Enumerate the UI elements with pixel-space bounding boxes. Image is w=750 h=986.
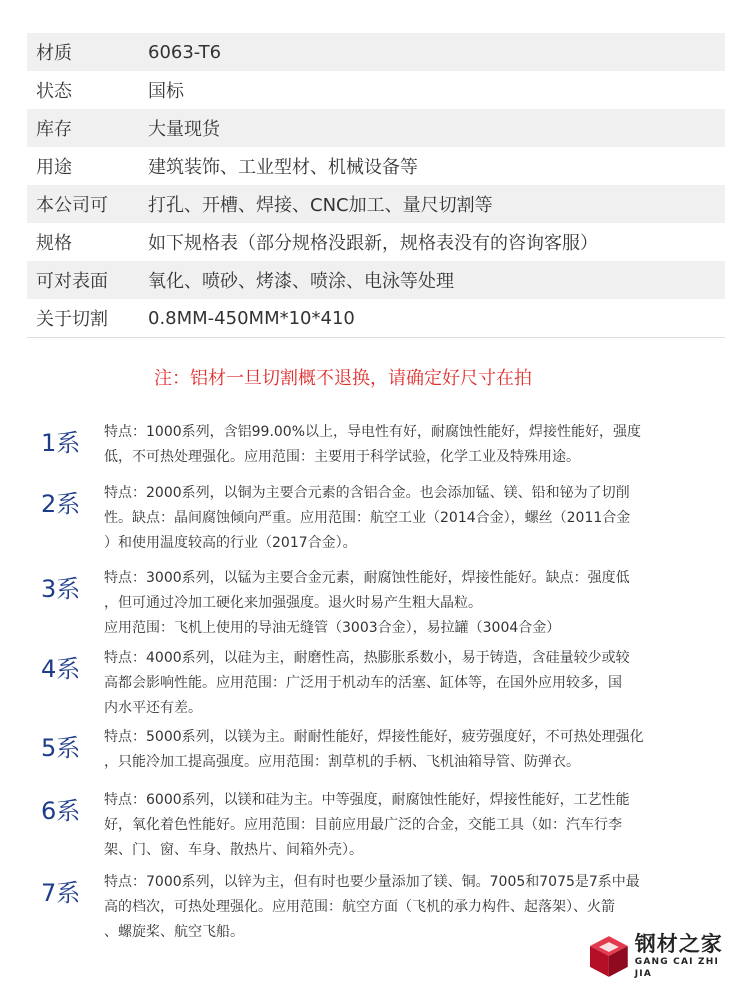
series-line: ，只能冷加工提高强度。应用范围：割草机的手柄、飞机油箱导管、防弹衣。 <box>104 754 580 770</box>
series-line: 高都会影响性能。应用范围：广泛用于机动车的活塞、缸体等，在国外应用较多，国 <box>104 675 622 691</box>
series-line: 特点：4000系列，以硅为主，耐磨性高，热膨胀系数小，易于铸造，含硅量较少或较 <box>104 650 630 666</box>
spec-row <box>27 33 725 71</box>
spec-row <box>27 299 725 337</box>
spec-value: 0.8MM-450MM*10*410 <box>148 307 355 329</box>
logo-title: 钢材之家 <box>634 932 723 956</box>
spec-value: 建筑装饰、工业型材、机械设备等 <box>148 157 418 178</box>
spec-value: 打孔、开槽、焊接、CNC加工、量尺切割等 <box>148 195 493 216</box>
spec-row <box>27 223 725 261</box>
spec-label: 库存 <box>36 119 72 140</box>
series-line: 高的档次，可热处理强化。应用范围：航空方面（飞机的承力构件、起落架）、火箭 <box>104 899 615 915</box>
cube-logo-icon <box>588 934 630 978</box>
series-line: 特点：5000系列，以镁为主。耐耐性能好，焊接性能好，疲劳强度好，不可热处理强化 <box>104 729 644 745</box>
spec-table <box>27 33 725 338</box>
series-line: 架、门、窗、车身、散热片、间箱外壳）。 <box>104 842 363 858</box>
spec-value: 如下规格表（部分规格没跟新，规格表没有的咨询客服） <box>148 233 598 254</box>
series-line: 低，不可热处理强化。应用范围：主要用于科学试验，化学工业及特殊用途。 <box>104 449 580 465</box>
series-description <box>104 788 704 863</box>
spec-label: 规格 <box>36 233 72 254</box>
series-line: 应用范围：飞机上使用的导油无缝管（3003合金），易拉罐（3004合金） <box>104 620 561 636</box>
series-line: 特点：1000系列，含铝99.00%以上，导电性有好，耐腐蚀性能好，焊接性能好，强度 <box>104 424 642 440</box>
series-line: 、螺旋桨、航空飞船。 <box>104 924 244 940</box>
series-label: 7系 <box>41 879 81 907</box>
series-line: 特点：6000系列，以镁和硅为主。中等强度，耐腐蚀性能好，焊接性能好，工艺性能 <box>104 792 630 808</box>
cutting-notice: 注：铝材一旦切割概不退换，请确定好尺寸在拍 <box>154 368 532 389</box>
spec-row <box>27 261 725 299</box>
series-line: ，但可通过冷加工硬化来加强强度。退火时易产生粗大晶粒。 <box>104 595 482 611</box>
spec-value: 国标 <box>148 81 184 102</box>
series-label: 2系 <box>41 490 81 518</box>
series-line: 内水平还有差。 <box>104 700 202 716</box>
spec-value: 6063-T6 <box>148 41 222 63</box>
series-label: 3系 <box>41 575 81 603</box>
spec-label: 材质 <box>36 43 72 64</box>
series-label: 5系 <box>41 734 81 762</box>
series-description <box>104 420 704 470</box>
series-line: 好，氧化着色性能好。应用范围：目前应用最广泛的合金，交能工具（如：汽车行李 <box>104 817 622 833</box>
spec-label: 状态 <box>36 81 72 102</box>
series-label: 4系 <box>41 655 81 683</box>
brand-logo <box>588 932 740 980</box>
logo-subtitle: GANG CAI ZHI JIA <box>634 957 720 979</box>
spec-row <box>27 185 725 223</box>
spec-row <box>27 71 725 109</box>
spec-label: 关于切割 <box>36 309 108 330</box>
series-description <box>104 725 704 775</box>
series-line: 特点：7000系列，以锌为主，但有时也要少量添加了镁、铜。7005和7075是7系中最 <box>104 874 640 890</box>
spec-value: 氧化、喷砂、烤漆、喷涂、电泳等处理 <box>148 271 454 292</box>
series-line: ）和使用温度较高的行业（2017合金）。 <box>104 535 357 551</box>
series-description <box>104 481 704 556</box>
spec-row <box>27 109 725 147</box>
spec-row <box>27 147 725 185</box>
series-line: 特点：2000系列，以铜为主要合元素的含铝合金。也会添加锰、镁、铅和铋为了切削 <box>104 485 630 501</box>
spec-label: 本公司可 <box>36 195 108 216</box>
series-label: 1系 <box>41 429 81 457</box>
series-label: 6系 <box>41 797 81 825</box>
spec-label: 用途 <box>36 157 72 178</box>
spec-value: 大量现货 <box>148 119 220 140</box>
spec-label: 可对表面 <box>36 271 108 292</box>
series-line: 特点：3000系列，以锰为主要合金元素，耐腐蚀性能好，焊接性能好。缺点：强度低 <box>104 570 630 586</box>
series-description <box>104 646 704 721</box>
series-description <box>104 566 704 641</box>
series-line: 性。缺点：晶间腐蚀倾向严重。应用范围：航空工业（2014合金），螺丝（2011合金 <box>104 510 631 526</box>
